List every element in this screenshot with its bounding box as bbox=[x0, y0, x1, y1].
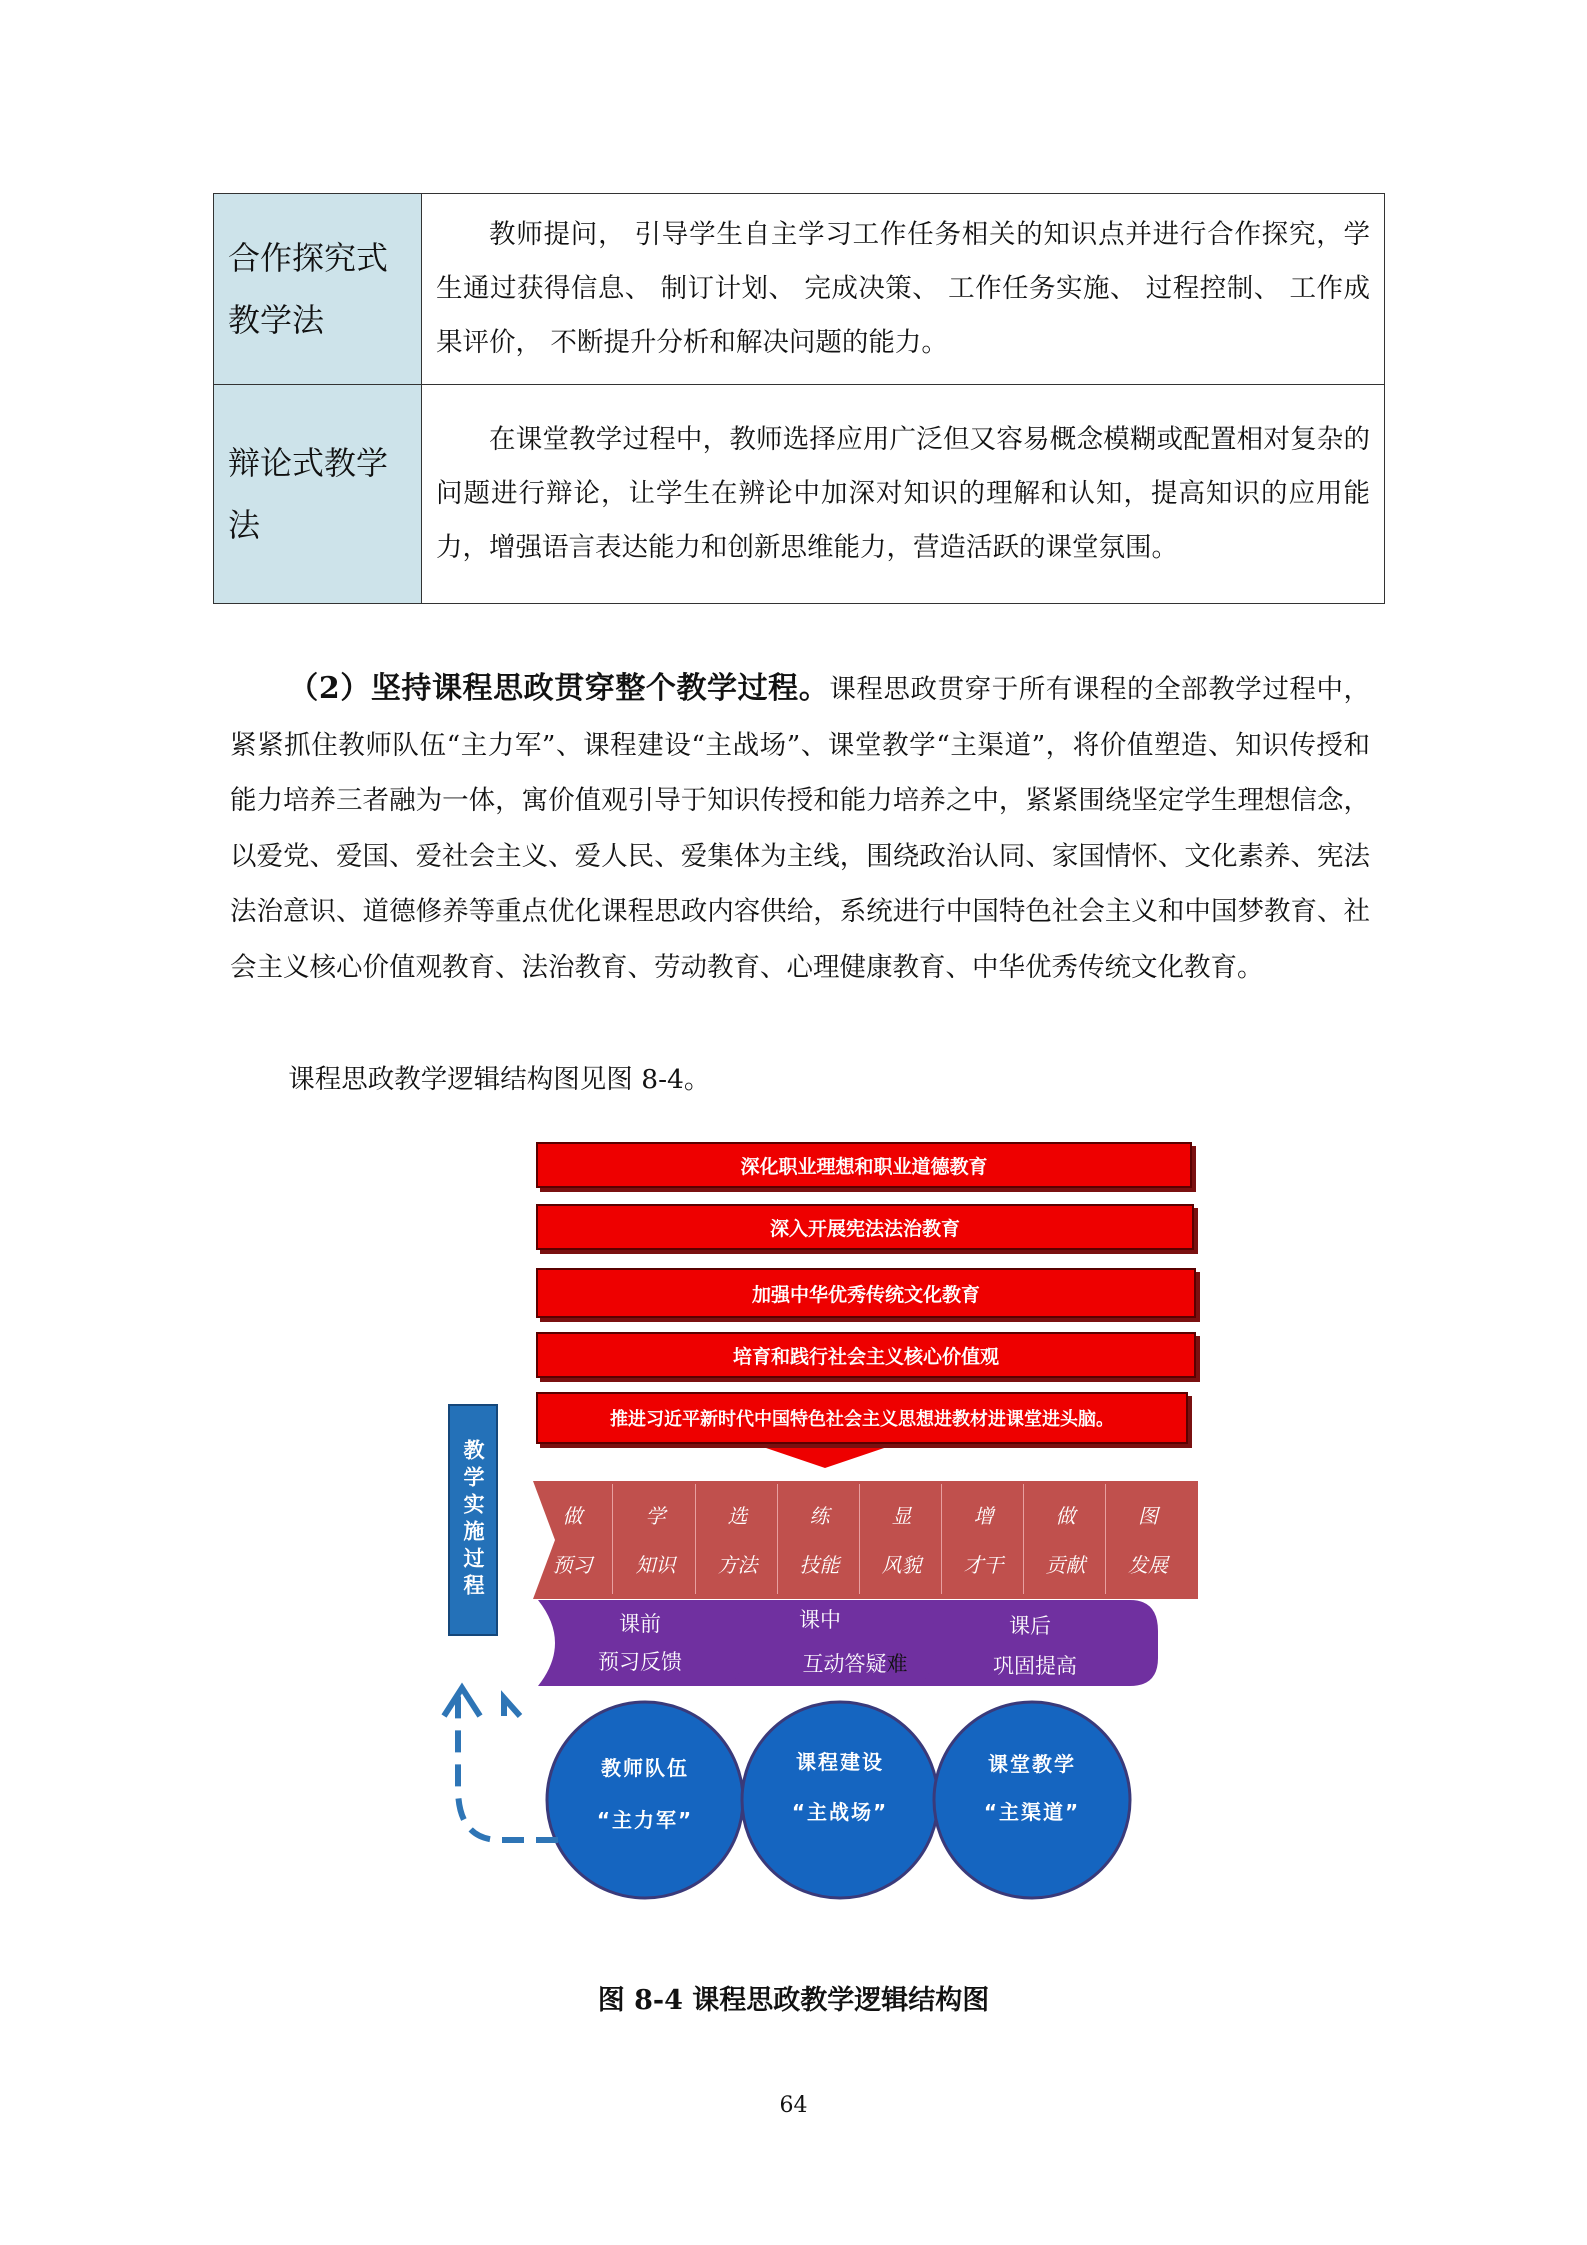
vertical-process-label: 教学实施过程 bbox=[448, 1404, 498, 1636]
banner-arrow bbox=[760, 1446, 890, 1468]
circle-title: 课堂教学 bbox=[988, 1752, 1076, 1776]
dashed-arrow bbox=[458, 1696, 558, 1840]
section-body: 课程思政贯穿于所有课程的全部教学过程中，紧紧抓住教师队伍“主力军”、课程建设“主战场”、课堂教学“主渠道”，将价值塑造、知识传授和能力培养三者融为一体，寓价值观引导于知识传授和能力培养之中，紧紧围绕坚定学生理想信念，以爱党、爱国、爱社会主义、爱人民、爱集体为主线，围绕政治认同、家国情怀、文化素养、宪法法治意识、道德修养等重点优化课程思政内容供给，系统进行中国特色社会主义和中国梦教育、社会主义核心价值观教育、法治教育、劳动教育、心理健康教育、中华优秀传统文化教育。 bbox=[230, 674, 1371, 983]
grid-cell bbox=[944, 1484, 1024, 1594]
cell-verb: 做 bbox=[1055, 1504, 1076, 1528]
circle-title: 教师队伍 bbox=[601, 1756, 689, 1780]
grid-cell bbox=[1108, 1484, 1188, 1594]
cell-verb: 增 bbox=[973, 1504, 994, 1528]
cell-object: 才干 bbox=[963, 1553, 1004, 1577]
cell-verb: 学 bbox=[645, 1504, 666, 1528]
circle-subtitle: “主战场” bbox=[791, 1800, 889, 1824]
course-ideology-diagram bbox=[440, 1128, 1230, 1918]
cell-verb: 练 bbox=[809, 1504, 830, 1528]
circle-teachers bbox=[547, 1702, 743, 1898]
stage-subtitle: 预习反馈 bbox=[598, 1650, 682, 1674]
table-row bbox=[214, 194, 1385, 385]
circle-subtitle: “主渠道” bbox=[983, 1800, 1081, 1824]
stage-subtitle-text: 互动答疑 bbox=[802, 1652, 887, 1676]
cell-object: 预习 bbox=[552, 1553, 593, 1577]
method-description: 教师提问， 引导学生自主学习工作任务相关的知识点并进行合作探究，学生通过获得信息、 制订计划、 完成决策、 工作任务实施、 过程控制、 工作成果评价， 不断提升分析和解决问题的能力。 bbox=[422, 194, 1385, 385]
stage-subtitle-suffix: 难 bbox=[886, 1652, 908, 1676]
cell-verb: 做 bbox=[562, 1504, 583, 1528]
method-description: 在课堂教学过程中，教师选择应用广泛但又容易概念模糊或配置相对复杂的问题进行辩论，让学生在辨论中加深对知识的理解和认知，提高知识的应用能力，增强语言表达能力和创新思维能力，营造活跃的课堂氛围。 bbox=[422, 385, 1385, 604]
banner: 深入开展宪法法治教育 bbox=[536, 1204, 1194, 1250]
cell-object: 发展 bbox=[1128, 1553, 1168, 1577]
stage-title: 课中 bbox=[799, 1608, 841, 1632]
cell-verb: 显 bbox=[891, 1504, 912, 1528]
dashed-arrow-head bbox=[444, 1688, 480, 1716]
banner: 培育和践行社会主义核心价值观 bbox=[536, 1332, 1196, 1378]
method-label: 合作探究式教学法 bbox=[214, 194, 422, 385]
table-row bbox=[214, 385, 1385, 604]
dashed-arrow-tail bbox=[504, 1698, 520, 1716]
ideology-paragraph bbox=[230, 661, 1370, 995]
banner: 加强中华优秀传统文化教育 bbox=[536, 1268, 1196, 1318]
banner: 推进习近平新时代中国特色社会主义思想进教材进课堂进头脑。 bbox=[536, 1392, 1188, 1444]
stage-title: 课前 bbox=[619, 1612, 661, 1636]
page-number: 64 bbox=[779, 2093, 808, 2118]
cell-object: 方法 bbox=[717, 1553, 758, 1577]
stage-title: 课后 bbox=[1009, 1614, 1051, 1638]
grid-cell bbox=[698, 1484, 778, 1594]
cell-object: 贡献 bbox=[1045, 1553, 1086, 1577]
grid-cell bbox=[780, 1484, 860, 1594]
stage-subtitle bbox=[785, 1648, 925, 1678]
banner: 深化职业理想和职业道德教育 bbox=[536, 1142, 1192, 1188]
cell-object: 知识 bbox=[635, 1553, 676, 1577]
section-lead: （2）坚持课程思政贯穿整个教学过程。 bbox=[288, 671, 830, 706]
cell-verb: 图 bbox=[1138, 1504, 1158, 1528]
teaching-methods-table bbox=[213, 193, 1385, 604]
stage-subtitle: 巩固提高 bbox=[993, 1654, 1077, 1678]
figure-reference: 课程思政教学逻辑结构图见图 8-4。 bbox=[288, 1064, 711, 1095]
cell-object: 技能 bbox=[799, 1553, 840, 1577]
grid-cell bbox=[533, 1484, 613, 1594]
circle-title: 课程建设 bbox=[796, 1750, 884, 1774]
method-label: 辩论式教学法 bbox=[214, 385, 422, 604]
figure-caption: 图 8-4 课程思政教学逻辑结构图 bbox=[597, 1985, 990, 2016]
cell-verb: 选 bbox=[727, 1504, 748, 1528]
circle-subtitle: “主力军” bbox=[596, 1808, 694, 1832]
cell-object: 风貌 bbox=[881, 1553, 922, 1577]
grid-cell bbox=[1026, 1484, 1106, 1594]
grid-cell bbox=[616, 1484, 696, 1594]
grid-cell bbox=[862, 1484, 942, 1594]
